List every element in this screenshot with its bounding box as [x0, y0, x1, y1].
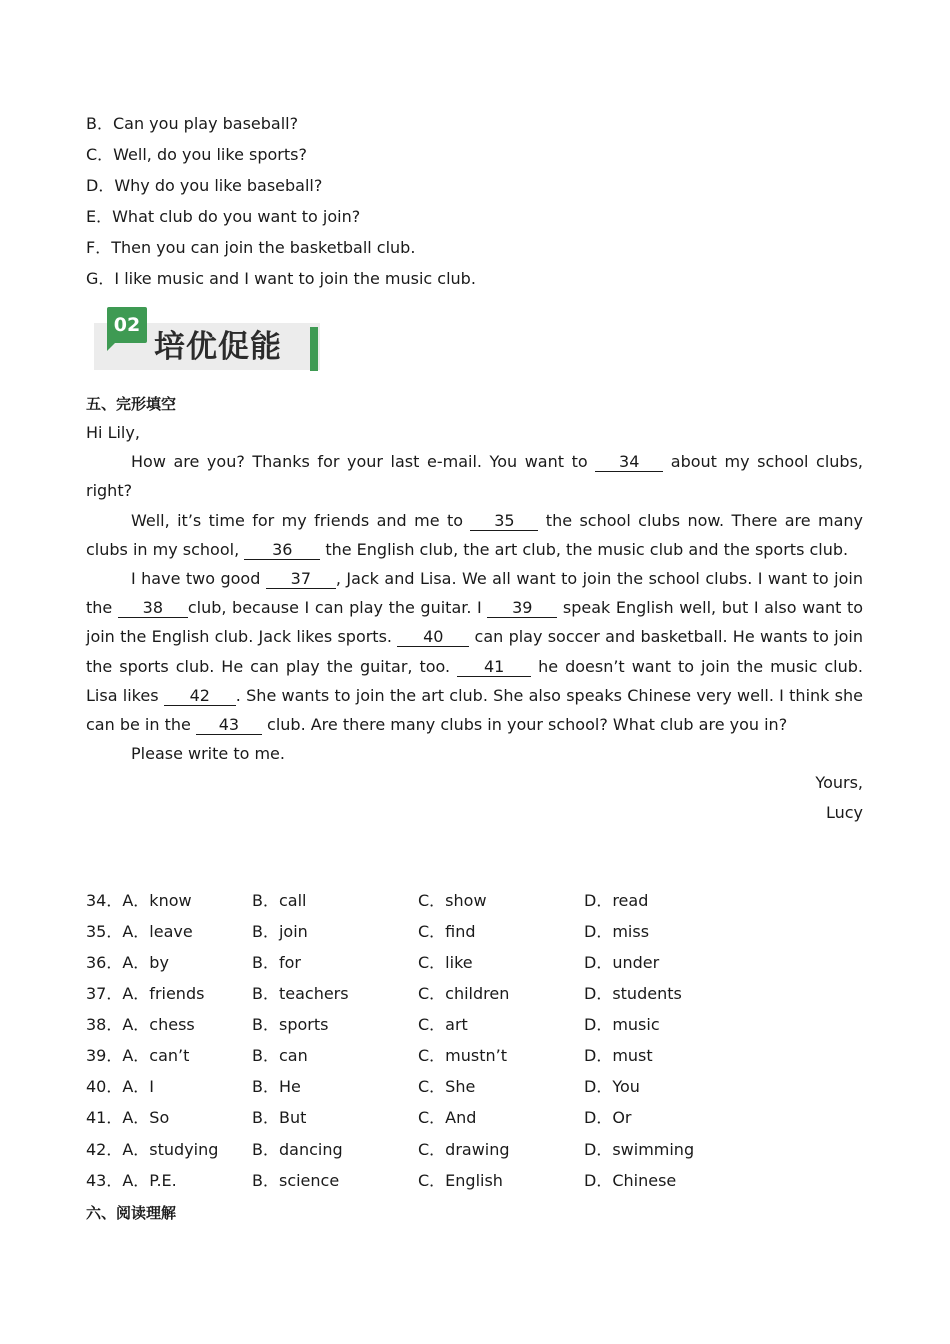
question-option-d[interactable]: D．must: [584, 1046, 653, 1065]
letter-closing: Yours,: [815, 773, 863, 793]
blank-38[interactable]: 38: [118, 599, 188, 618]
section-heading-reading: 六、阅读理解: [86, 1204, 177, 1222]
question-option-c[interactable]: C．drawing: [418, 1140, 510, 1159]
question-option-c[interactable]: C．children: [418, 984, 510, 1003]
question-option-d[interactable]: D．Chinese: [584, 1171, 677, 1190]
question-option-c[interactable]: C．English: [418, 1171, 503, 1190]
question-option-d[interactable]: D．swimming: [584, 1140, 695, 1159]
letter-paragraph-3: I have two good 37 , Jack and Lisa. We all want to join the school clubs. I want to join the 38 club, because I can play the guitar. I 39 speak English well, but I also want to join the English club. Jack likes sports. 40 can play soccer and basketball. He wants to join the sports club. He can play the guitar, too. 41 he doesn’t want to join the music club. Lisa likes 42 . She wants to join the art club. She also speaks Chinese very well. I think she can be in the 43 club. Are there many clubs in your school? What club are you in?: [86, 569, 864, 735]
letter-paragraph-2: Well, it’s time for my friends and me to 35 the school clubs now. There are many clubs in my school, 36 the English club, the art club, the music club and the sports club.: [86, 510, 863, 559]
question-option-d[interactable]: D．Or: [584, 1108, 632, 1127]
letter-signature: Lucy: [825, 802, 863, 822]
option-b-line: B．Can you play baseball?: [86, 114, 299, 133]
option-c-line: C．Well, do you like sports?: [86, 145, 307, 164]
blank-35[interactable]: 35: [470, 512, 538, 531]
question-option-d[interactable]: D．music: [584, 1015, 660, 1034]
question-option-b[interactable]: B．join: [252, 922, 308, 941]
section-heading-cloze: 五、完形填空: [86, 395, 177, 413]
question-option-c[interactable]: C．She: [418, 1077, 476, 1096]
question-option-c[interactable]: C．mustn’t: [418, 1046, 508, 1065]
question-option-c[interactable]: C．like: [418, 953, 473, 972]
question-option-a[interactable]: 39．A．can’t: [86, 1046, 190, 1065]
blank-39[interactable]: 39: [487, 599, 557, 618]
letter-greeting: Hi Lily,: [86, 423, 140, 442]
question-option-a[interactable]: 42．A．studying: [86, 1140, 219, 1159]
blank-37[interactable]: 37: [266, 570, 336, 589]
question-option-d[interactable]: D．under: [584, 953, 660, 972]
cloze-letter: [86, 418, 863, 827]
blank-34[interactable]: 34: [595, 453, 663, 472]
question-option-a[interactable]: 40．A．I: [86, 1077, 155, 1096]
question-option-b[interactable]: B．But: [252, 1108, 307, 1127]
question-option-a[interactable]: 41．A．So: [86, 1108, 170, 1127]
question-option-c[interactable]: C．show: [418, 891, 487, 910]
section-banner: [94, 305, 320, 373]
question-option-a[interactable]: 36．A．by: [86, 953, 169, 972]
question-option-b[interactable]: B．can: [252, 1046, 308, 1065]
question-option-b[interactable]: B．call: [252, 891, 307, 910]
letter-paragraph-4: Please write to me.: [131, 744, 285, 764]
option-d-line: D．Why do you like baseball?: [86, 176, 323, 195]
question-option-a[interactable]: 34．A．know: [86, 891, 192, 910]
question-option-c[interactable]: C．art: [418, 1015, 468, 1034]
banner-accent-bar: [310, 327, 318, 371]
question-option-a[interactable]: 37．A．friends: [86, 984, 205, 1003]
question-option-b[interactable]: B．He: [252, 1077, 301, 1096]
question-option-c[interactable]: C．find: [418, 922, 476, 941]
blank-41[interactable]: 41: [457, 658, 531, 677]
blank-42[interactable]: 42: [164, 687, 236, 706]
banner-title: 培优促能: [154, 329, 282, 365]
question-option-d[interactable]: D．students: [584, 984, 682, 1003]
option-f-line: F．Then you can join the basketball club.: [86, 238, 416, 257]
blank-40[interactable]: 40: [397, 628, 469, 647]
option-g-line: G．I like music and I want to join the music club.: [86, 269, 476, 288]
banner-number-badge: 02: [107, 307, 147, 343]
blank-43[interactable]: 43: [196, 716, 262, 735]
question-option-b[interactable]: B．science: [252, 1171, 340, 1190]
question-option-b[interactable]: B．dancing: [252, 1140, 343, 1159]
question-option-b[interactable]: B．for: [252, 953, 301, 972]
question-option-b[interactable]: B．sports: [252, 1015, 329, 1034]
letter-paragraph-1: How are you? Thanks for your last e-mail. You want to 34 about my school clubs, right?: [86, 452, 863, 501]
question-option-a[interactable]: 38．A．chess: [86, 1015, 195, 1034]
option-e-line: E．What club do you want to join?: [86, 207, 361, 226]
question-option-b[interactable]: B．teachers: [252, 984, 349, 1003]
question-option-a[interactable]: 43．A．P.E.: [86, 1171, 177, 1190]
question-option-d[interactable]: D．miss: [584, 922, 650, 941]
blank-36[interactable]: 36: [244, 541, 320, 560]
question-option-d[interactable]: D．read: [584, 891, 649, 910]
question-option-d[interactable]: D．You: [584, 1077, 640, 1096]
question-option-c[interactable]: C．And: [418, 1108, 477, 1127]
question-option-a[interactable]: 35．A．leave: [86, 922, 193, 941]
